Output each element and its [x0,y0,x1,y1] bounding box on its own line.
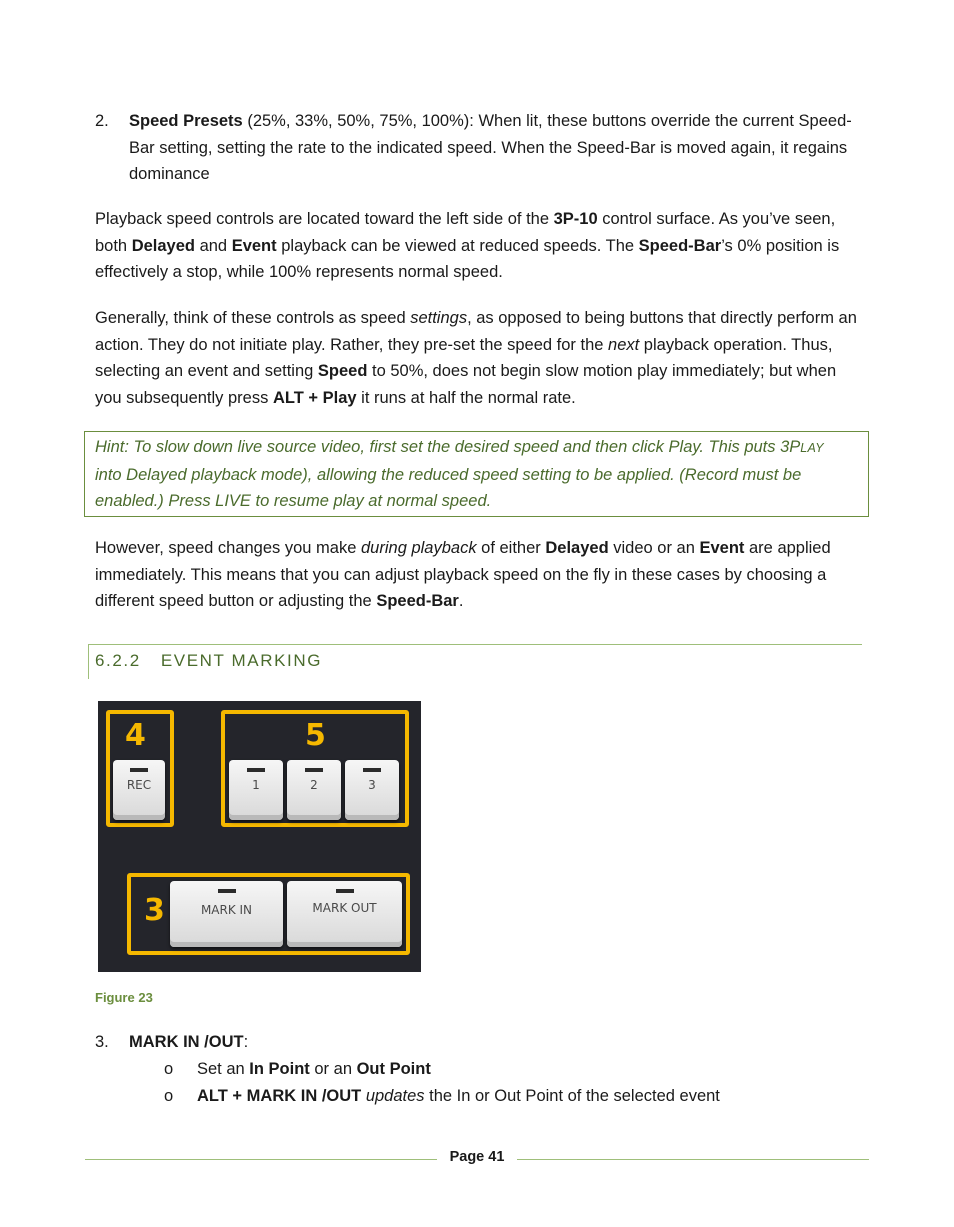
badge-4: 4 [125,718,146,753]
paragraph: However, speed changes you make during playback of either Delayed video or an Event are applied immediately. This means that you can adjust playback speed on the fly in these cases by choosing a different speed button or adjusting the Speed-Bar. [95,539,831,610]
bullet-marker: o [164,1060,174,1078]
hint-box [84,431,869,517]
page-number: Page 41 [449,1149,505,1165]
speed-key-2: 2 [287,760,341,820]
footer-rule [517,1159,869,1160]
heading-rule [88,644,89,679]
speed-presets-item: Speed Presets (25%, 33%, 50%, 75%, 100%): When lit, these buttons override the current Speed-Bar setting, setting the rate to the indicated speed. When the Speed-Bar is moved again, it regains dominance [129,112,852,183]
mark-in-key: MARK IN [170,881,283,947]
badge-3: 3 [144,893,165,928]
led-indicator [130,768,148,772]
section-heading: 6.2.2 EVENT MARKING [95,651,323,670]
speed-key-3: 3 [345,760,399,820]
list-number: 2. [95,112,109,130]
list-item: ALT + MARK IN /OUT updates the In or Out Point of the selected event [197,1087,720,1105]
mark-out-key: MARK OUT [287,881,402,947]
bullet-marker: o [164,1087,174,1105]
list-number: 3. [95,1033,109,1051]
heading-rule [88,644,862,645]
paragraph: Generally, think of these controls as speed settings, as opposed to being buttons that directly perform an action. They do not initiate play. Rather, they pre-set the speed for the next playback operation. Thus, selecting an event and setting Speed to 50%, does not begin slow motion play immediately; but when you subsequently press ALT + Play it runs at half the normal rate. [95,309,857,407]
figure-caption: Figure 23 [95,990,153,1005]
paragraph: Playback speed controls are located toward the left side of the 3P-10 control surface. As you’ve seen, both Delayed and Event playback can be viewed at reduced speeds. The Speed-Bar’s 0% position is effectively a stop, while 100% represents normal speed. [95,210,840,281]
footer-rule [85,1159,437,1160]
list-item: Set an In Point or an Out Point [197,1060,431,1078]
badge-5: 5 [305,718,326,753]
mark-in-out-item: MARK IN /OUT: [129,1033,249,1051]
item-title: Speed Presets [129,112,243,130]
rec-key: REC [113,760,165,820]
hint-text: Hint: To slow down live source video, first set the desired speed and then click Play. This puts 3PLAY into Delayed playback mode), allowing the reduced speed setting to be applied. (Record must be enabled.) Press LIVE to resume play at normal speed. [95,438,824,510]
speed-key-1: 1 [229,760,283,820]
control-surface-figure [98,701,421,972]
